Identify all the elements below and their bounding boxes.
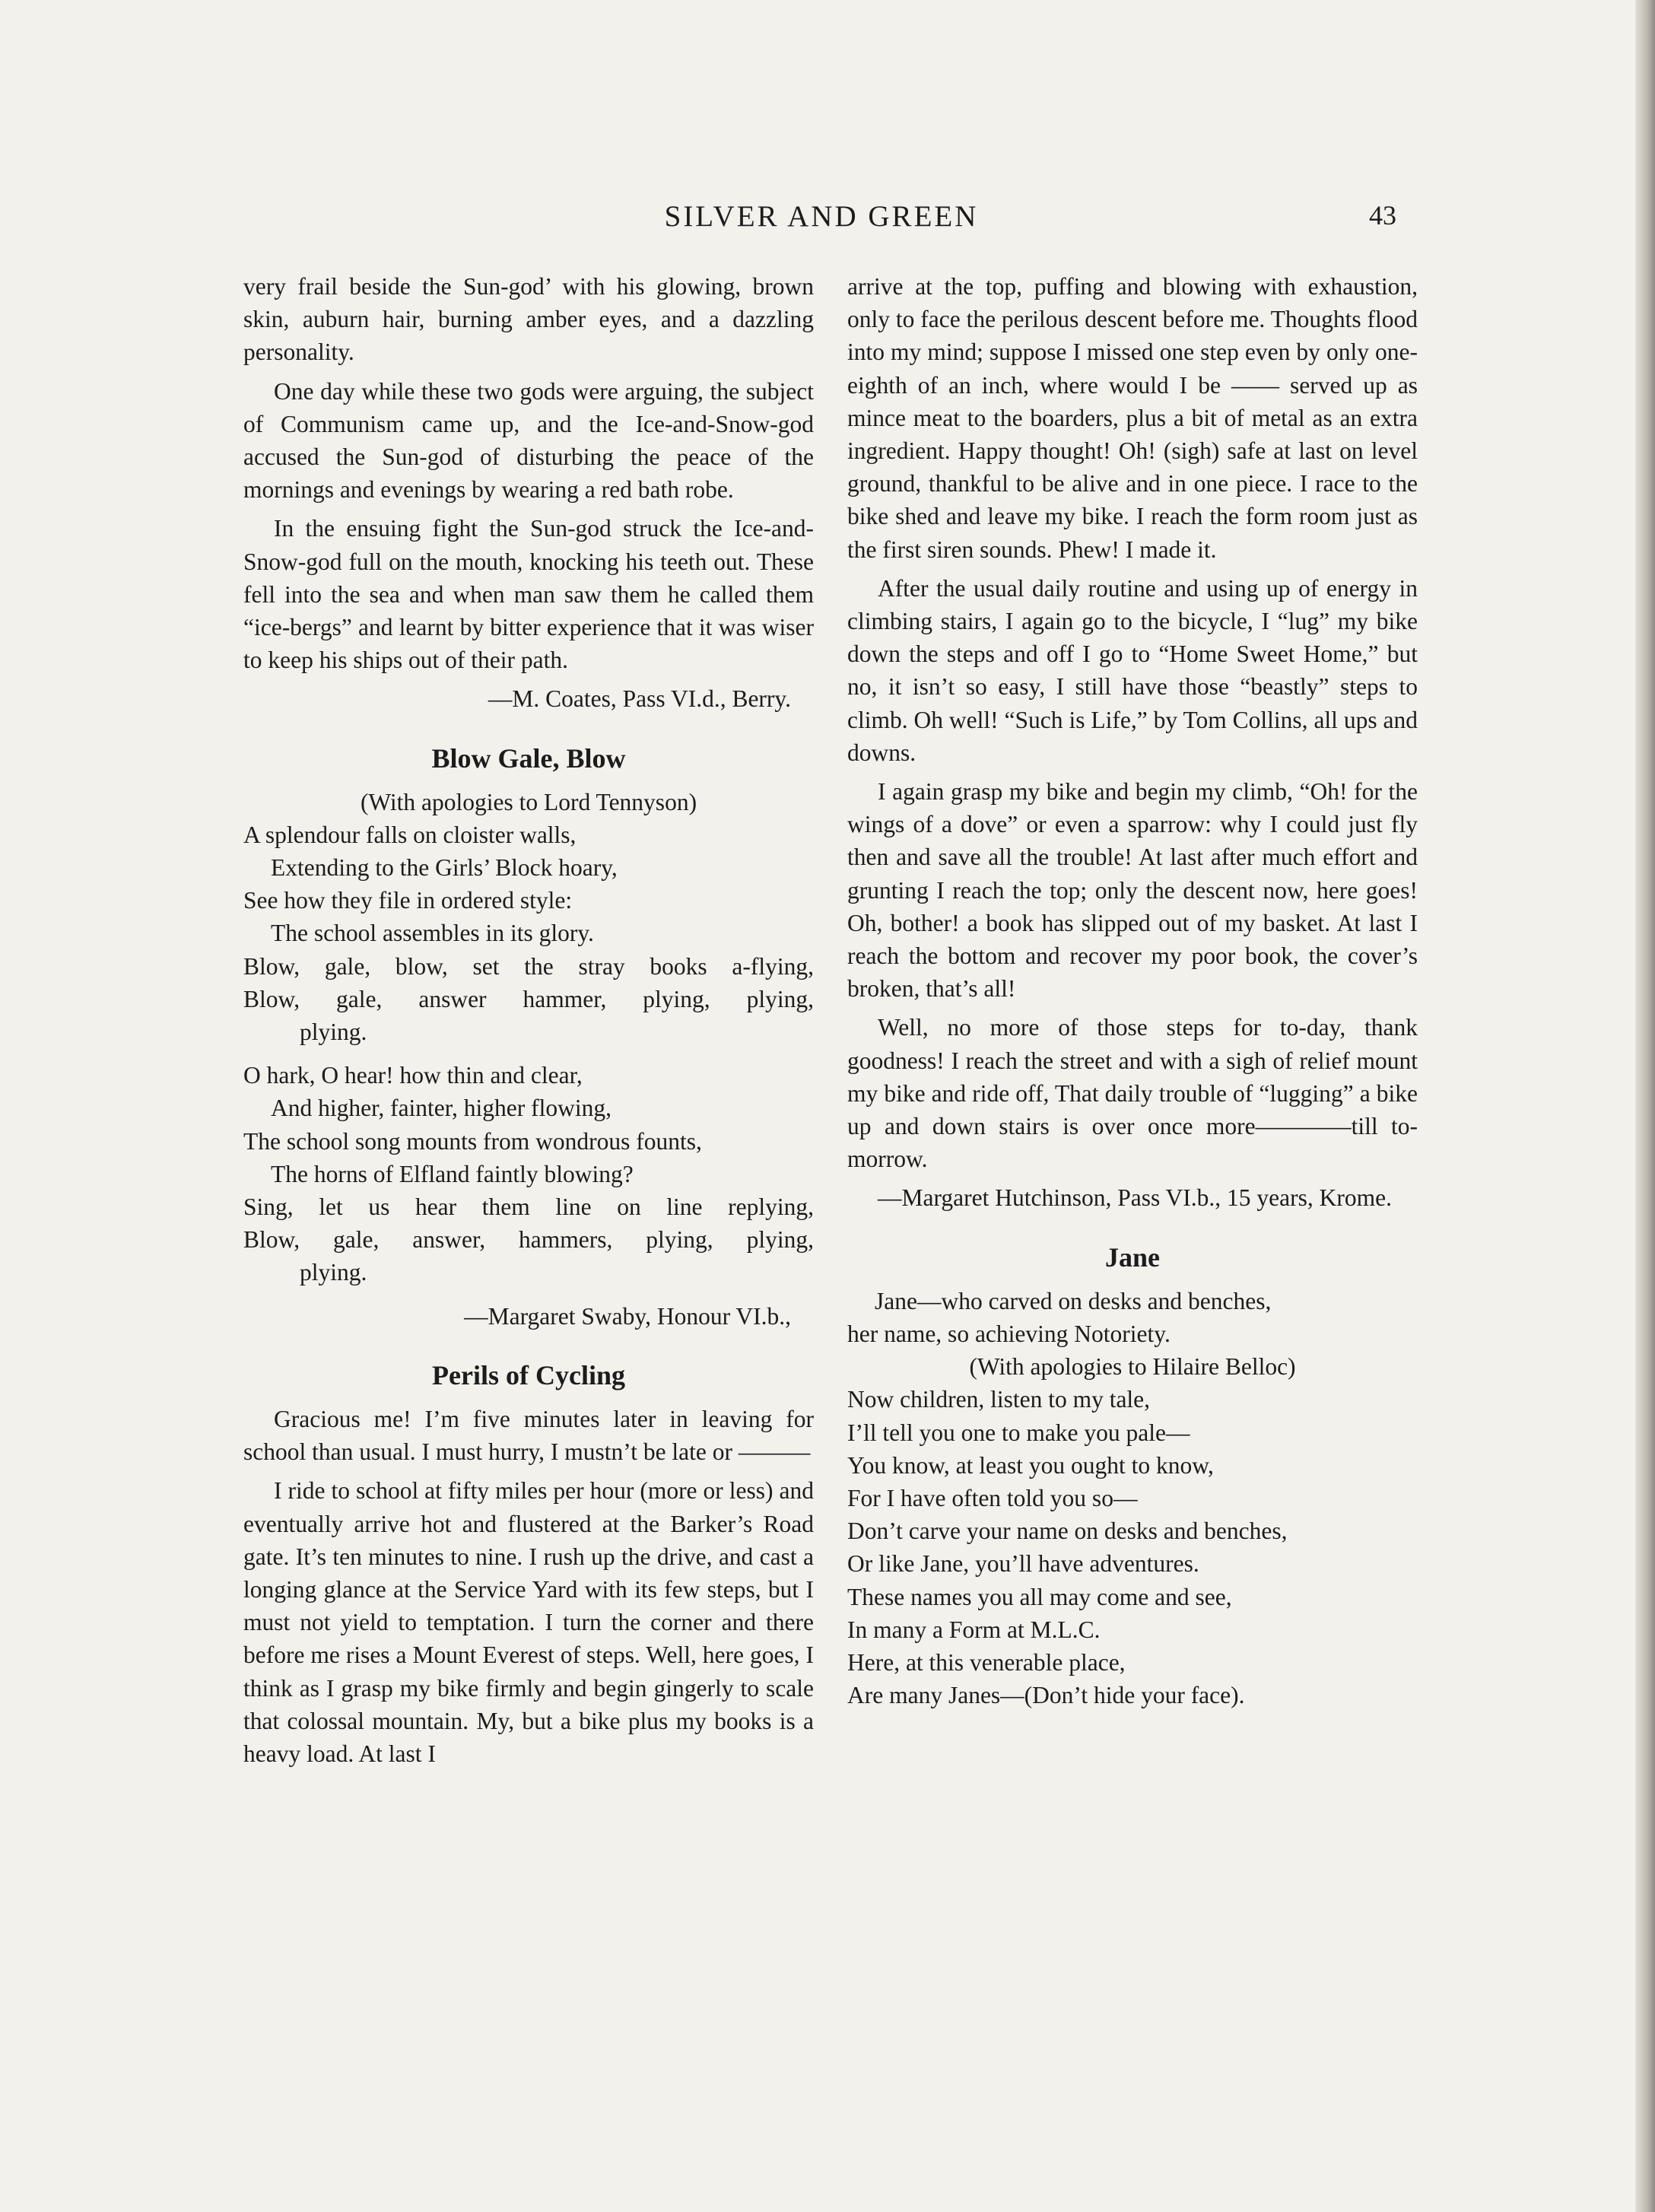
left-column bbox=[243, 270, 814, 1776]
verse-line: Here, at this venerable place, bbox=[847, 1648, 1126, 1676]
poem-intro bbox=[847, 1285, 1418, 1350]
verse-line: In many a Form at M.L.C. bbox=[847, 1616, 1101, 1643]
poem-dedication: (With apologies to Lord Tennyson) bbox=[360, 788, 697, 815]
verse-line: O hark, O hear! how thin and clear, bbox=[243, 1062, 583, 1089]
verse-line: her name, so achieving Notoriety. bbox=[847, 1320, 1171, 1347]
poem-stanza bbox=[243, 818, 814, 1048]
right-column bbox=[847, 270, 1418, 1711]
page-header bbox=[243, 199, 1399, 245]
verse-line: Jane—who carved on desks and benches, bbox=[875, 1287, 1272, 1314]
verse-line: The school song mounts from wondrous founts, bbox=[243, 1127, 702, 1155]
verse-line: These names you all may come and see, bbox=[847, 1583, 1232, 1610]
paragraph: One day while these two gods were arguing, the subject of Communism came up, and the Ice-and-Snow-god accused the Sun-god of disturbing the peace of the mornings and evenings by wearing a red bath robe. bbox=[243, 377, 814, 504]
verse-line: I’ll tell you one to make you pale— bbox=[847, 1419, 1190, 1446]
verse-line: Blow, gale, answer, hammers, plying, plying, bbox=[243, 1226, 814, 1254]
verse-line: The school assembles in its glory. bbox=[271, 920, 594, 947]
page-number: 43 bbox=[1369, 200, 1396, 230]
page-edge bbox=[1635, 0, 1655, 2212]
verse-line: Or like Jane, you’ll have adventures. bbox=[847, 1550, 1199, 1578]
paragraph: arrive at the top, puffing and blowing with exhaustion, only to face the perilous descent before me. Thoughts flood into my mind; suppose I missed one step even by only one-eighth of an inch, where would I be —— served up as mince meat to the boarders, plus a bit of metal as an extra ingredient. Happy thought! Oh! (sigh) safe at last on level ground, thankful to be alive and in one piece. I race to the bike shed and leave my bike. I reach the form room just as the first siren sounds. Phew! I made it. bbox=[847, 273, 1418, 563]
verse-line: Don’t carve your name on desks and benches, bbox=[847, 1518, 1288, 1545]
paragraph: I ride to school at fifty miles per hour (more or less) and eventually arrive hot and flustered at the Barker’s Road gate. It’s ten minutes to nine. I rush up the drive, and cast a longing glance at the Service Yard with its few steps, but I must not yield to temptation. I turn the corner and there before me rises a Mount Everest of steps. Well, here goes, I think as I grasp my bike firmly and begin gingerly to scale that colossal mountain. My, but a bike plus my books is a heavy load. At last I bbox=[243, 1477, 814, 1767]
paragraph: very frail beside the Sun-god’ with his glowing, brown skin, auburn hair, burning amber eyes, and a dazzling personality. bbox=[243, 273, 814, 366]
running-title: SILVER AND GREEN bbox=[664, 200, 979, 233]
verse-line: You know, at least you ought to know, bbox=[847, 1451, 1214, 1479]
verse-line: plying. bbox=[300, 1259, 367, 1286]
verse-line: The horns of Elfland faintly blowing? bbox=[271, 1160, 634, 1187]
paragraph: In the ensuing fight the Sun-god struck the Ice-and-Snow-god full on the mouth, knocking his teeth out. These fell into the sea and when man saw them he called them “ice-bergs” and learnt by bitter experience that it was wiser to keep his ships out of their path. bbox=[243, 515, 814, 674]
paragraph: Gracious me! I’m five minutes later in leaving for school than usual. I must hurry, I mustn’t be late or ——— bbox=[243, 1405, 814, 1466]
verse-line: See how they file in ordered style: bbox=[243, 887, 573, 914]
poem-stanza bbox=[243, 1059, 814, 1289]
verse-line: A splendour falls on cloister walls, bbox=[243, 821, 577, 848]
verse-line: plying. bbox=[300, 1019, 367, 1046]
verse-line: Extending to the Girls’ Block hoary, bbox=[271, 854, 618, 882]
paragraph: Well, no more of those steps for to-day, thank goodness! I reach the street and with a sigh of relief mount my bike and ride off, That daily trouble of “lugging” a bike up and down stairs is over once more————till tomorrow. bbox=[847, 1014, 1418, 1173]
author-signature: —Margaret Swaby, Honour VI.b., bbox=[464, 1302, 791, 1330]
poem-title: Blow Gale, Blow bbox=[431, 742, 626, 774]
verse-line: Now children, listen to my tale, bbox=[847, 1386, 1151, 1413]
paragraph: I again grasp my bike and begin my climb, “Oh! for the wings of a dove” or even a sparrow: why I could just fly then and save all the trouble! At last after much effort and grunting I reach the top; only the descent now, here goes! Oh, bother! a book has slipped out of my basket. At last I reach the bottom and recover my poor book, the cover’s broken, that’s all! bbox=[847, 778, 1418, 1003]
article-title: Perils of Cycling bbox=[432, 1359, 625, 1390]
author-signature: —M. Coates, Pass VI.d., Berry. bbox=[488, 685, 791, 713]
poem-dedication: (With apologies to Hilaire Belloc) bbox=[969, 1353, 1296, 1381]
verse-line: Blow, gale, answer hammer, plying, plying, bbox=[243, 985, 814, 1012]
poem-title: Jane bbox=[1105, 1241, 1160, 1273]
verse-line: Sing, let us hear them line on line replying, bbox=[243, 1193, 814, 1221]
poem-stanza bbox=[847, 1383, 1418, 1711]
verse-line: And higher, fainter, higher flowing, bbox=[271, 1095, 611, 1122]
verse-line: Blow, gale, blow, set the stray books a-flying, bbox=[243, 952, 814, 980]
verse-line: For I have often told you so— bbox=[847, 1484, 1138, 1511]
author-signature: —Margaret Hutchinson, Pass VI.b., 15 years, Krome. bbox=[878, 1184, 1392, 1212]
paragraph: After the usual daily routine and using up of energy in climbing stairs, I again go to the bicycle, I “lug” my bike down the steps and off I go to “Home Sweet Home,” but no, it isn’t so easy, I still have those “beastly” steps to climb. Oh well! “Such is Life,” by Tom Collins, all ups and downs. bbox=[847, 574, 1418, 766]
verse-line: Are many Janes—(Don’t hide your face). bbox=[847, 1682, 1245, 1709]
